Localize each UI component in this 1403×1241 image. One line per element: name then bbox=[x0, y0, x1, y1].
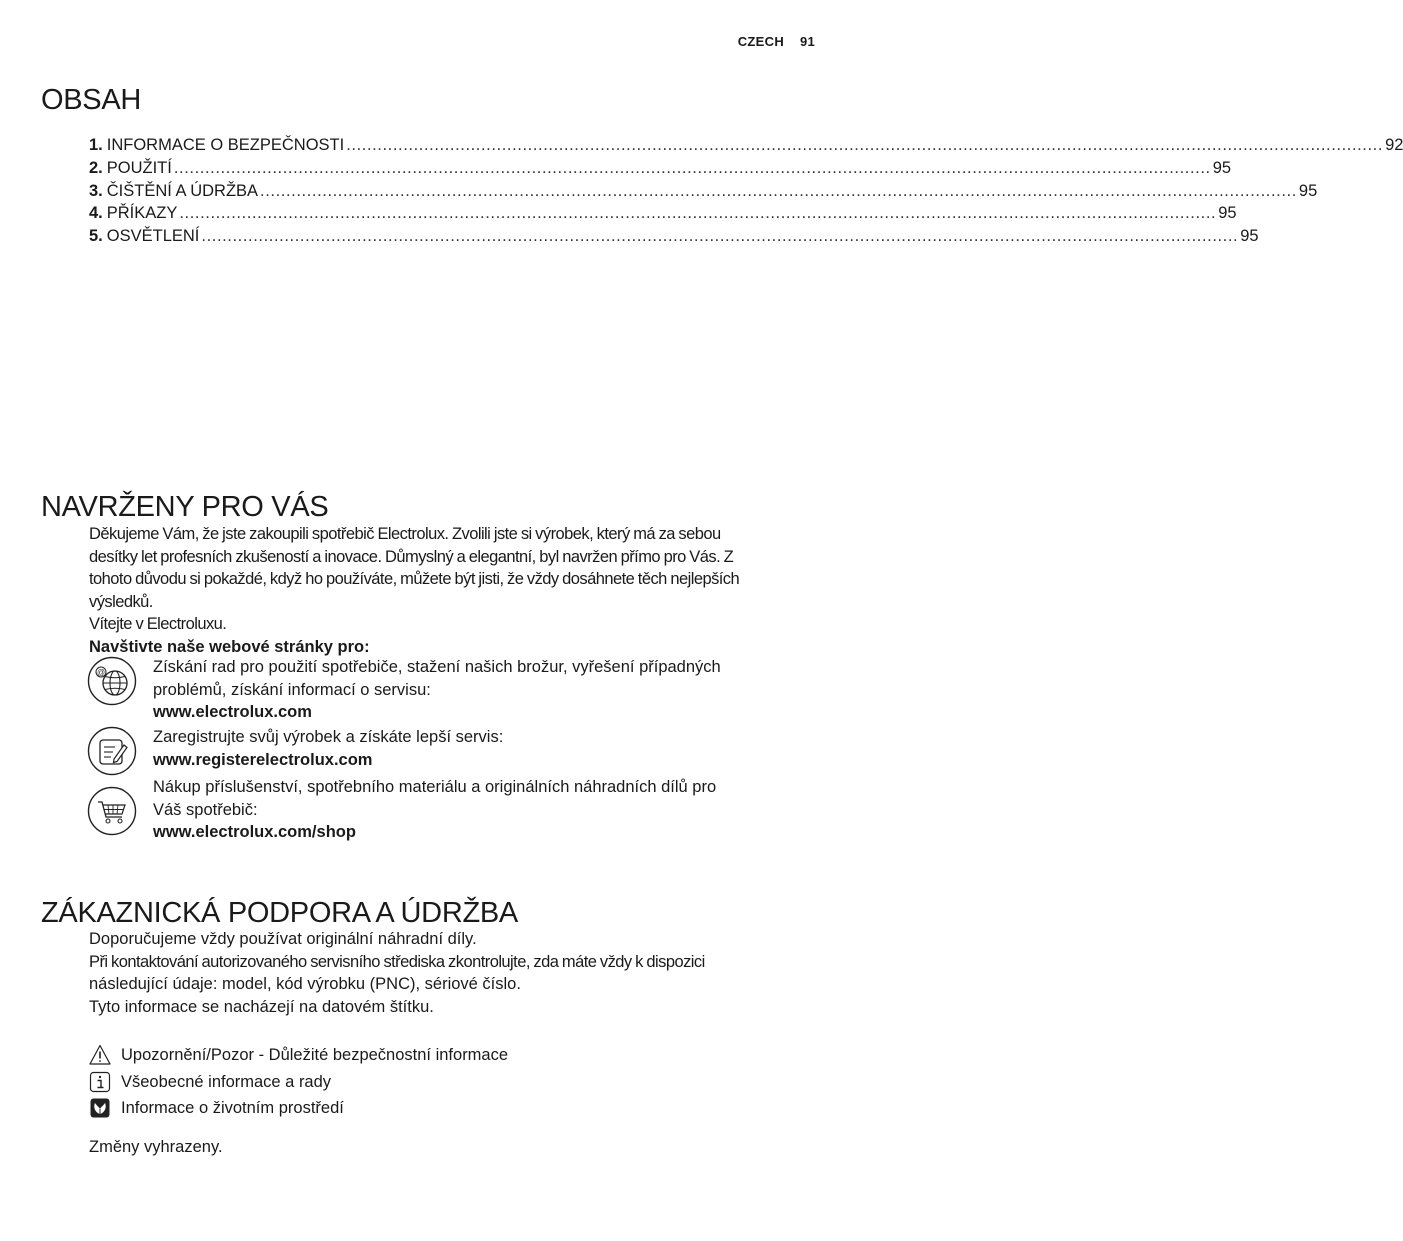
toc-item[interactable] bbox=[89, 227, 1259, 250]
support-line: Doporučujeme vždy používat originální náhradní díly. bbox=[89, 930, 477, 948]
support-text bbox=[89, 928, 817, 1018]
toc-leader-dots: ........................................................................................................................................................................................................ bbox=[260, 181, 1297, 200]
register-link[interactable]: www.registerelectrolux.com bbox=[153, 750, 373, 769]
toc-item-number: 1. bbox=[89, 136, 103, 154]
web-item-line: Nákup příslušenství, spotřebního materiálu a originálních náhradních dílů pro bbox=[153, 778, 717, 796]
intro-line: výsledků. bbox=[89, 592, 153, 611]
table-of-contents bbox=[89, 136, 1403, 250]
legend-text: Informace o životním prostředí bbox=[121, 1099, 344, 1117]
register-icon bbox=[87, 726, 137, 776]
toc-item-number: 3. bbox=[89, 181, 103, 200]
toc-item-number: 5. bbox=[89, 227, 103, 246]
electrolux-link[interactable]: www.electrolux.com bbox=[153, 703, 312, 721]
toc-item[interactable] bbox=[89, 136, 1403, 159]
toc-item-label: ČIŠTĚNÍ A ÚDRŽBA bbox=[106, 181, 259, 200]
support-line: Tyto informace se nacházejí na datovém štítku. bbox=[89, 997, 434, 1016]
toc-item-page: 95 bbox=[1218, 204, 1237, 223]
page-header bbox=[738, 34, 815, 49]
toc-item-label: OSVĚTLENÍ bbox=[106, 227, 200, 246]
toc-item-number: 2. bbox=[89, 158, 103, 177]
support-line: Při kontaktování autorizovaného servisního střediska zkontrolujte, zda máte vždy k dispozici bbox=[89, 952, 705, 971]
web-item-line: problémů, získání informací o servisu: bbox=[153, 680, 431, 699]
designed-intro bbox=[89, 523, 817, 658]
toc-leader-dots: ........................................................................................................................................................................................................ bbox=[179, 204, 1217, 223]
globe-icon bbox=[87, 656, 137, 706]
intro-line: Děkujeme Vám, že jste zakoupili spotřebič Electrolux. Zvolili jste si výrobek, který má za sebou bbox=[89, 525, 721, 543]
toc-item-label: POUŽITÍ bbox=[106, 158, 172, 177]
warning-icon bbox=[89, 1044, 111, 1066]
toc-item[interactable] bbox=[89, 181, 1318, 205]
toc-item-number: 4. bbox=[89, 204, 103, 223]
toc-item-page: 92 bbox=[1385, 136, 1403, 154]
changes-note: Změny vyhrazeny. bbox=[89, 1138, 223, 1156]
support-line: následující údaje: model, kód výrobku (PNC), sériové číslo. bbox=[89, 975, 521, 993]
info-icon bbox=[89, 1071, 111, 1093]
intro-line: desítky let profesních zkušeností a inovace. Důmyslný a elegantní, byl navržen přímo pro Vás. Z bbox=[89, 547, 734, 566]
shopping-cart-icon bbox=[87, 786, 137, 836]
legend-text: Upozornění/Pozor - Důležité bezpečnostní informace bbox=[121, 1046, 509, 1064]
toc-item-label: PŘÍKAZY bbox=[106, 204, 178, 223]
page-number: 91 bbox=[799, 34, 815, 49]
toc-leader-dots: ........................................................................................................................................................................................................ bbox=[346, 136, 1384, 154]
support-title: ZÁKAZNICKÁ PODPORA A ÚDRŽBA bbox=[41, 897, 518, 929]
toc-item[interactable] bbox=[89, 158, 1232, 182]
designed-title: NAVRŽENY PRO VÁS bbox=[41, 491, 329, 523]
toc-item[interactable] bbox=[89, 204, 1237, 227]
toc-item-label: INFORMACE O BEZPEČNOSTI bbox=[106, 136, 345, 154]
toc-item-page: 95 bbox=[1298, 181, 1318, 200]
toc-item-page: 95 bbox=[1212, 158, 1232, 177]
legend-text: Všeobecné informace a rady bbox=[121, 1073, 332, 1091]
toc-item-page: 95 bbox=[1240, 227, 1259, 246]
web-item-line: Zaregistrujte svůj výrobek a získáte lepší servis: bbox=[153, 728, 504, 746]
intro-line: tohoto důvodu si pokaždé, když ho používáte, můžete být jisti, že vždy dosáhnete těch nejlepších bbox=[89, 570, 740, 588]
environment-icon bbox=[89, 1097, 111, 1119]
shop-link[interactable]: www.electrolux.com/shop bbox=[153, 823, 356, 841]
visit-heading: Navštivte naše webové stránky pro: bbox=[89, 637, 370, 656]
toc-leader-dots: ........................................................................................................................................................................................................ bbox=[173, 158, 1211, 177]
web-item-line: Váš spotřebič: bbox=[153, 800, 258, 819]
svg-text:@: @ bbox=[96, 668, 106, 677]
welcome-text: Vítejte v Electroluxu. bbox=[89, 615, 227, 633]
language-label: CZECH bbox=[737, 34, 785, 49]
contents-title: OBSAH bbox=[41, 84, 142, 116]
toc-leader-dots: ........................................................................................................................................................................................................ bbox=[201, 227, 1239, 246]
web-item-line: Získání rad pro použití spotřebiče, stažení našich brožur, vyřešení případných bbox=[153, 658, 721, 676]
